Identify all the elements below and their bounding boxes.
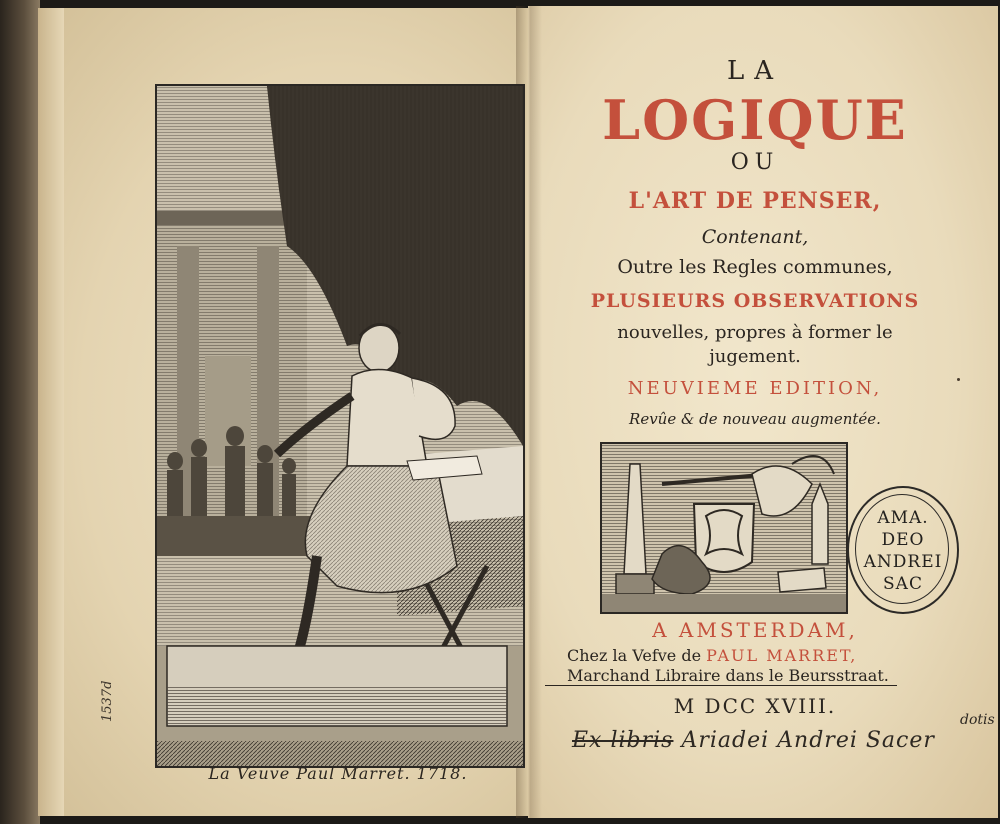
title-line-revue: Revûe & de nouveau augmentée. [629, 410, 881, 428]
title-line-contenant: Contenant, [701, 226, 809, 248]
signature-struck: Ex libris [572, 728, 674, 753]
margin-note: 1537d [100, 680, 115, 722]
imprint-address: Marchand Libraire dans le Beursstraat. [545, 666, 897, 686]
ownership-signature [572, 728, 935, 753]
book-cover-edge [0, 0, 40, 824]
printer-emblem [600, 442, 848, 614]
title-line-plusieurs: PLUSIEURS OBSERVATIONS [590, 290, 920, 312]
ink-speck [957, 378, 960, 381]
title-line-nouvelles: nouvelles, propres à former le [617, 322, 893, 343]
title-line-art: L'ART DE PENSER, [628, 188, 882, 214]
frontispiece-engraving [155, 84, 525, 768]
engraving-illustration [157, 86, 523, 766]
imprint-city: A AMSTERDAM, [652, 618, 858, 642]
title-line-outre: Outre les Regles communes, [617, 256, 893, 278]
imprint-publisher-name: PAUL MARRET, [706, 646, 858, 665]
title-line-jugement: jugement. [709, 346, 801, 367]
imprint-date: M DCC XVIII. [673, 694, 837, 718]
signature-superscript: dotis [960, 712, 995, 728]
title-line-ou: OU [730, 150, 780, 175]
title-logique: LOGIQUE [602, 88, 908, 152]
stamp-line-3: ANDREI [863, 552, 943, 572]
title-line-la: LA [726, 56, 784, 86]
stamp-line-1: AMA. [877, 508, 929, 528]
stamp-line-4: SAC [883, 574, 923, 594]
left-page-edge [38, 8, 64, 816]
library-stamp [847, 486, 959, 614]
title-line-edition: NEUVIEME EDITION, [627, 378, 883, 399]
imprint-chez: Chez la Vefve de [567, 646, 702, 665]
imprint-publisher-line [545, 646, 997, 665]
engraving-caption: La Veuve Paul Marret. 1718. [208, 764, 468, 783]
stamp-line-2: DEO [881, 530, 925, 550]
printer-emblem-illustration [602, 444, 846, 612]
signature-name: Ariadei Andrei Sacer [681, 728, 935, 753]
